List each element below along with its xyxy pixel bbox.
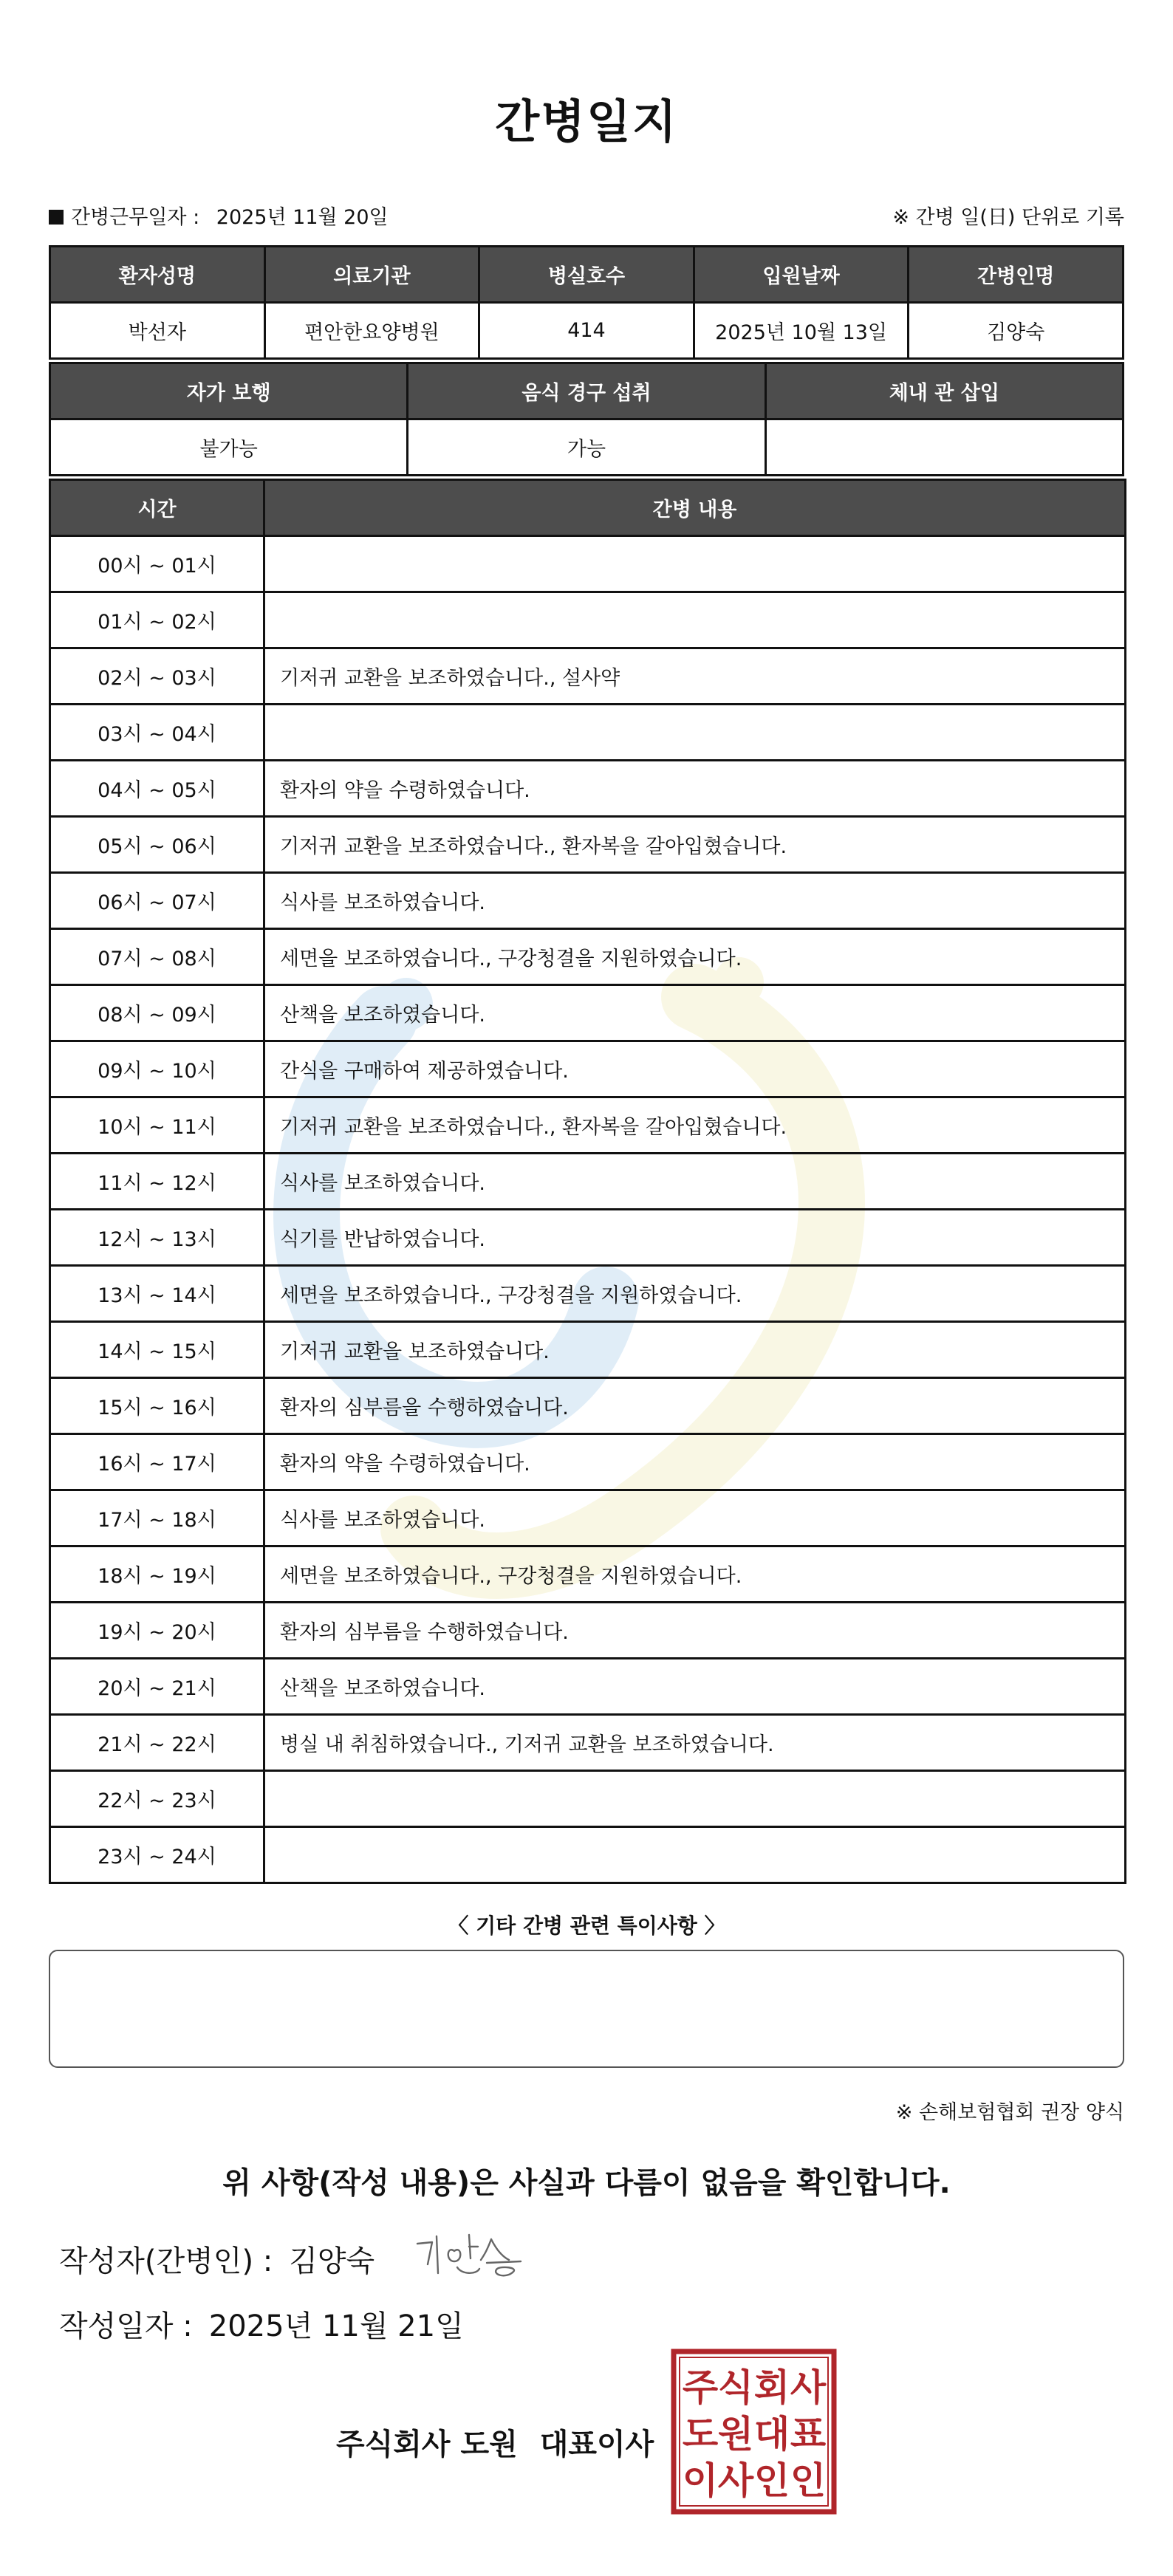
care-content: 병실 내 취침하였습니다., 기저귀 교환을 보조하였습니다. [264, 1715, 1126, 1771]
care-content: 기저귀 교환을 보조하였습니다., 환자복을 갈아입혔습니다. [264, 817, 1126, 873]
ceo-title: 대표이사 [539, 2428, 654, 2462]
patient-info-table [49, 245, 1124, 360]
institution: 편안한요양병원 [264, 303, 479, 359]
patient-name: 박선자 [50, 303, 265, 359]
care-log-row [50, 536, 1126, 592]
time-slot: 12시 ~ 13시 [50, 1210, 264, 1266]
svg-text:이: 이 [682, 2459, 719, 2502]
time-slot: 15시 ~ 16시 [50, 1378, 264, 1434]
time-slot: 09시 ~ 10시 [50, 1041, 264, 1097]
care-log-row [50, 1490, 1126, 1546]
time-slot: 22시 ~ 23시 [50, 1771, 264, 1827]
admission-date: 2025년 10월 13일 [694, 303, 909, 359]
header-institution: 의료기관 [264, 247, 479, 303]
time-slot: 03시 ~ 04시 [50, 705, 264, 761]
care-log-row [50, 1827, 1126, 1883]
care-log-row [50, 1154, 1126, 1210]
time-slot: 08시 ~ 09시 [50, 985, 264, 1041]
care-content [264, 1771, 1126, 1827]
svg-text:인: 인 [790, 2459, 827, 2502]
time-slot: 05시 ~ 06시 [50, 817, 264, 873]
writer-line [59, 2238, 375, 2280]
work-date-area [49, 201, 389, 230]
care-log-row [50, 1266, 1126, 1322]
header-admission-date: 입원날짜 [694, 247, 909, 303]
write-date-line [59, 2303, 464, 2345]
care-log-row [50, 1378, 1126, 1434]
svg-text:인: 인 [753, 2459, 790, 2502]
header-self-walking: 자가 보행 [50, 363, 408, 419]
time-slot: 00시 ~ 01시 [50, 536, 264, 592]
care-content [264, 1827, 1126, 1883]
time-slot: 10시 ~ 11시 [50, 1097, 264, 1154]
care-content: 세면을 보조하였습니다., 구강청결을 지원하였습니다. [264, 929, 1126, 985]
care-content: 기저귀 교환을 보조하였습니다., 설사약 [264, 648, 1126, 705]
writer-name: 김양숙 [289, 2244, 375, 2278]
company-seal-icon [671, 2349, 837, 2515]
care-content: 식기를 반납하였습니다. [264, 1210, 1126, 1266]
care-log-row [50, 929, 1126, 985]
meta-row [49, 201, 1124, 230]
care-content: 간식을 구매하여 제공하였습니다. [264, 1041, 1126, 1097]
work-date-label: 간병근무일자 : [71, 206, 200, 229]
care-content: 환자의 약을 수령하였습니다. [264, 761, 1126, 817]
header-oral-intake: 음식 경구 섭취 [408, 363, 765, 419]
care-log-row [50, 1659, 1126, 1715]
svg-text:도: 도 [682, 2413, 719, 2456]
patient-status-table [49, 362, 1124, 476]
time-slot: 17시 ~ 18시 [50, 1490, 264, 1546]
time-slot: 02시 ~ 03시 [50, 648, 264, 705]
header-care-content: 간병 내용 [264, 480, 1126, 536]
svg-text:표: 표 [790, 2413, 827, 2456]
care-log-row [50, 761, 1126, 817]
oral-intake-value: 가능 [408, 419, 765, 476]
care-content [264, 705, 1126, 761]
care-log-row [50, 592, 1126, 648]
form-recommendation-note: ※ 손해보험협회 권장 양식 [895, 2101, 1124, 2124]
care-log-header-row [50, 480, 1126, 536]
care-log-table [49, 479, 1126, 1884]
svg-text:회: 회 [753, 2366, 790, 2409]
care-log-row [50, 1322, 1126, 1378]
caregiver-name: 김양숙 [909, 303, 1124, 359]
svg-text:사: 사 [790, 2366, 827, 2409]
daily-record-note: ※ 간병 일(日) 단위로 기록 [892, 206, 1124, 229]
care-content: 환자의 심부름을 수행하였습니다. [264, 1378, 1126, 1434]
care-log-row [50, 1771, 1126, 1827]
time-slot: 23시 ~ 24시 [50, 1827, 264, 1883]
work-date-value: 2025년 11월 20일 [216, 206, 389, 229]
company-line [336, 2421, 654, 2463]
care-content: 기저귀 교환을 보조하였습니다. [264, 1322, 1126, 1378]
header-tube-insertion: 체내 관 삽입 [765, 363, 1123, 419]
header-room-number: 병실호수 [479, 247, 694, 303]
care-content [264, 536, 1126, 592]
time-slot: 13시 ~ 14시 [50, 1266, 264, 1322]
svg-text:식: 식 [717, 2366, 754, 2409]
care-content: 세면을 보조하였습니다., 구강청결을 지원하였습니다. [264, 1266, 1126, 1322]
handwritten-signature-icon [410, 2229, 536, 2282]
care-content: 식사를 보조하였습니다. [264, 873, 1126, 929]
time-slot: 19시 ~ 20시 [50, 1603, 264, 1659]
care-log-row [50, 1603, 1126, 1659]
status-value-row [50, 419, 1124, 476]
care-content: 세면을 보조하였습니다., 구강청결을 지원하였습니다. [264, 1546, 1126, 1603]
time-slot: 04시 ~ 05시 [50, 761, 264, 817]
care-content [264, 592, 1126, 648]
time-slot: 21시 ~ 22시 [50, 1715, 264, 1771]
confirmation-statement: 위 사항(작성 내용)은 사실과 다름이 없음을 확인합니다. [222, 2166, 951, 2200]
care-content: 환자의 약을 수령하였습니다. [264, 1434, 1126, 1490]
care-log-row [50, 1546, 1126, 1603]
write-date-value: 2025년 11월 21일 [208, 2309, 464, 2343]
time-slot: 14시 ~ 15시 [50, 1322, 264, 1378]
care-log-body [50, 536, 1126, 1883]
room-number: 414 [479, 303, 694, 359]
status-header-row [50, 363, 1124, 419]
time-slot: 18시 ~ 19시 [50, 1546, 264, 1603]
care-log-row [50, 817, 1126, 873]
svg-text:원: 원 [717, 2413, 754, 2456]
write-date-label: 작성일자 : [59, 2309, 193, 2343]
care-log-row [50, 985, 1126, 1041]
writer-label: 작성자(간병인) : [59, 2244, 273, 2278]
self-walking-value: 불가능 [50, 419, 408, 476]
svg-text:주: 주 [682, 2366, 719, 2409]
black-square-icon [49, 210, 64, 225]
document-title: 간병일지 [495, 95, 678, 148]
patient-info-header-row [50, 247, 1124, 303]
care-log-row [50, 1434, 1126, 1490]
time-slot: 06시 ~ 07시 [50, 873, 264, 929]
care-log-row [50, 705, 1126, 761]
care-log-row [50, 1097, 1126, 1154]
remarks-title: 〈 기타 간병 관련 특이사항 〉 [448, 1914, 725, 1938]
care-content: 기저귀 교환을 보조하였습니다., 환자복을 갈아입혔습니다. [264, 1097, 1126, 1154]
time-slot: 20시 ~ 21시 [50, 1659, 264, 1715]
header-time: 시간 [50, 480, 264, 536]
care-content: 식사를 보조하였습니다. [264, 1490, 1126, 1546]
care-content: 식사를 보조하였습니다. [264, 1154, 1126, 1210]
care-content: 산책을 보조하였습니다. [264, 1659, 1126, 1715]
care-log-row [50, 1715, 1126, 1771]
care-log-row [50, 873, 1126, 929]
svg-text:대: 대 [753, 2413, 790, 2456]
care-log-row [50, 1210, 1126, 1266]
header-caregiver-name: 간병인명 [909, 247, 1124, 303]
header-patient-name: 환자성명 [50, 247, 265, 303]
care-log-row [50, 1041, 1126, 1097]
time-slot: 01시 ~ 02시 [50, 592, 264, 648]
company-name: 주식회사 도원 [336, 2428, 518, 2462]
time-slot: 16시 ~ 17시 [50, 1434, 264, 1490]
care-content: 환자의 심부름을 수행하였습니다. [264, 1603, 1126, 1659]
remarks-box [49, 1950, 1124, 2068]
time-slot: 11시 ~ 12시 [50, 1154, 264, 1210]
patient-info-value-row [50, 303, 1124, 359]
care-content: 산책을 보조하였습니다. [264, 985, 1126, 1041]
svg-text:사: 사 [717, 2459, 754, 2502]
time-slot: 07시 ~ 08시 [50, 929, 264, 985]
tube-insertion-value [765, 419, 1123, 476]
care-log-row [50, 648, 1126, 705]
